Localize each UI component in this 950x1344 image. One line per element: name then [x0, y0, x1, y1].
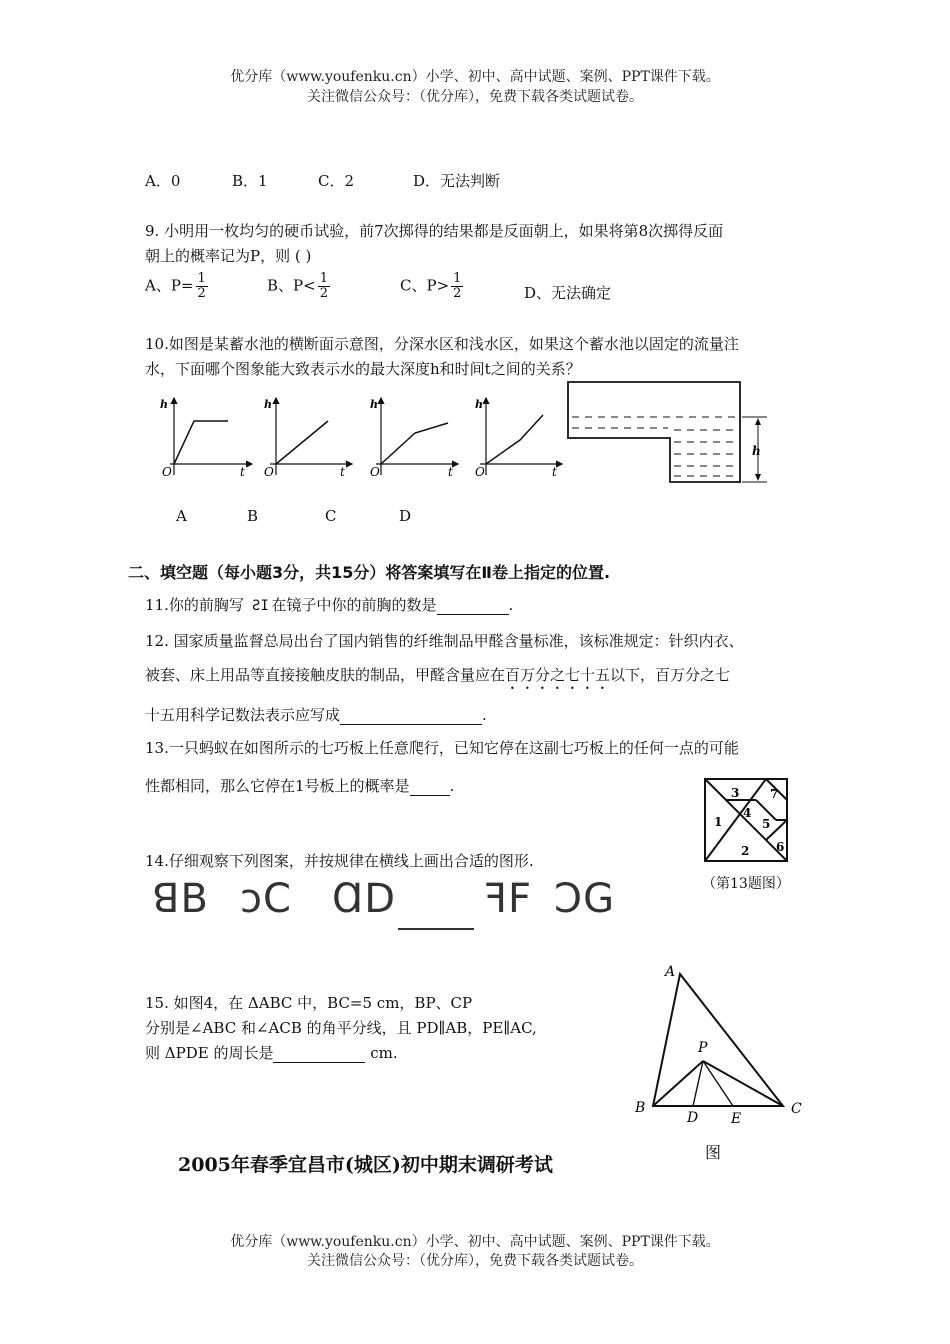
graph-d: [475, 398, 562, 479]
fraction: $\frac{1}{2}$: [197, 271, 206, 301]
q13-answer-blank: [410, 777, 450, 796]
svg-text:O: O: [162, 465, 172, 479]
pattern-answer-line: [398, 928, 474, 930]
footer-line-1: 优分库（www.youfenku.cn）小学、初中、高中试题、案例、PPT课件下载。: [230, 1234, 720, 1250]
svg-text:h: h: [160, 398, 168, 411]
q8-option-d: D．无法判断: [413, 172, 501, 190]
graph-c: [370, 398, 458, 479]
q12-emphasized-text: 百万分之七十五: [505, 666, 611, 684]
q15-line-2: 分别是∠ABC 和∠ACB 的角平分线，且 PD∥AB，PE∥AC,: [145, 1019, 537, 1037]
graph-d-line: [486, 415, 543, 464]
pool-h-label: h: [752, 444, 761, 458]
tangram-piece-2: 2: [741, 844, 750, 858]
q9-option-d: D、无法确定: [524, 284, 612, 302]
q10-graphs: [140, 380, 580, 490]
graph-b-line: [276, 421, 328, 464]
header-line-2: 关注微信公众号：（优分库），免费下载各类试题试卷。: [307, 89, 643, 105]
pattern-2: ↄC: [240, 876, 292, 922]
mirror-number-glyph: IS: [251, 598, 269, 614]
figure-caption: 图: [705, 1143, 722, 1162]
section-2-heading: 二、填空题（每小题3分，共15分）将答案填写在Ⅱ卷上指定的位置.: [128, 563, 611, 582]
q12-line-3-prefix: 十五用科学记数法表示应写成: [145, 706, 341, 724]
vertex-a-label: A: [665, 964, 676, 980]
q9-line-2: 朝上的概率记为P，则 ( ): [145, 247, 312, 265]
tangram-figure: [700, 774, 792, 866]
footer-line-2: 关注微信公众号：（优分库），免费下载各类试题试卷。: [307, 1253, 643, 1269]
graph-c-line: [381, 423, 448, 464]
triangle-figure: [625, 960, 815, 1130]
q12-line-2: [145, 664, 730, 693]
svg-text:t: t: [340, 465, 345, 479]
graph-label-c: C: [325, 507, 337, 525]
q9-option-c: [400, 272, 463, 301]
q8-option-b: B．1: [232, 172, 268, 190]
q15-line-3-prefix: 则 ΔPDE 的周长是: [145, 1044, 274, 1062]
vertex-b-label: B: [635, 1100, 646, 1116]
tangram-caption: （第13题图）: [702, 876, 790, 892]
q12-line-2-prefix: 被套、床上用品等直接接触皮肤的制品，甲醛含量应在: [145, 666, 506, 684]
graph-b: [264, 398, 352, 479]
q15-line-1: 15. 如图4，在 ΔABC 中，BC=5 cm，BP、CP: [145, 994, 473, 1012]
point-d-label: D: [687, 1110, 699, 1126]
tangram-piece-4: 4: [743, 806, 752, 820]
header-line-1: 优分库（www.youfenku.cn）小学、初中、高中试题、案例、PPT课件下载。: [230, 69, 720, 85]
water-lines: [572, 417, 738, 476]
pool-diagram: [560, 376, 775, 488]
q11-end: .: [508, 596, 514, 614]
q10-line-1: 10.如图是某蓄水池的横断面示意图，分深水区和浅水区，如果这个蓄水池以固定的流量注: [145, 335, 739, 353]
q13-line-2-text: 性都相同，那么它停在1号板上的概率是: [145, 777, 410, 795]
graph-label-d: D: [399, 507, 412, 525]
q12-line-3: [145, 704, 487, 725]
q14-text: 14.仔细观察下列图案，并按规律在横线上画出合适的图形.: [145, 852, 534, 870]
q11-suffix: 在镜子中你的前胸的数是: [271, 596, 437, 614]
graph-a: [160, 398, 252, 479]
triangle-abc: [653, 974, 783, 1106]
q11: [145, 594, 513, 615]
svg-text:O: O: [264, 465, 274, 479]
q15-line-3: [145, 1042, 398, 1063]
svg-text:t: t: [552, 465, 557, 479]
pattern-1: ꓭB: [152, 876, 209, 922]
q15-line-3-suffix: cm.: [365, 1044, 398, 1062]
pattern-3: ⱭD: [332, 876, 397, 922]
tangram-piece-1: 1: [714, 815, 723, 829]
q13-line-2: [145, 775, 454, 796]
fraction: $\frac{1}{2}$: [319, 271, 328, 301]
fraction: $\frac{1}{2}$: [453, 271, 462, 301]
tangram-piece-6: 6: [776, 840, 785, 854]
svg-text:t: t: [448, 465, 453, 479]
exam-title: 2005年春季宜昌市(城区)初中期末调研考试: [178, 1154, 553, 1176]
graph-label-b: B: [247, 507, 259, 525]
q9-option-b-prefix: B、P<: [267, 276, 316, 295]
svg-text:h: h: [264, 398, 272, 411]
q9-option-c-prefix: C、P>: [400, 276, 450, 295]
q11-answer-blank: [437, 596, 509, 615]
svg-text:h: h: [475, 398, 483, 411]
q9-line-1: 9. 小明用一枚均匀的硬币试验，前7次掷得的结果都是反面朝上，如果将第8次掷得反面: [145, 222, 724, 240]
q13-end: .: [449, 777, 455, 795]
q8-option-c: C．2: [318, 172, 355, 190]
svg-text:O: O: [475, 465, 485, 479]
q12-line-1: 12. 国家质量监督总局出台了国内销售的纤维制品甲醛含量标准，该标准规定：针织内衣、: [145, 632, 744, 650]
q12-end: .: [482, 706, 487, 724]
q13-line-1: 13.一只蚂蚁在如图所示的七巧板上任意爬行，已知它停在这副七巧板上的任何一点的可能: [145, 739, 739, 757]
q9-option-a: [145, 272, 208, 301]
pattern-5: ↃG: [554, 876, 616, 922]
q12-answer-blank: [340, 706, 482, 725]
q8-option-a: A．0: [145, 172, 181, 190]
svg-text:O: O: [370, 465, 380, 479]
q9-option-a-prefix: A、P=: [145, 276, 194, 295]
graph-a-line: [174, 421, 228, 464]
point-p-label: P: [698, 1040, 708, 1056]
point-e-label: E: [731, 1111, 742, 1127]
q9-option-b: [267, 272, 330, 301]
svg-text:t: t: [240, 465, 245, 479]
q11-prefix: 11.你的前胸写: [145, 596, 244, 614]
tangram-piece-3: 3: [731, 786, 740, 800]
tangram-piece-5: 5: [762, 817, 771, 831]
tangram-piece-7: 7: [770, 787, 779, 801]
graph-label-a: A: [176, 507, 187, 525]
pool-outline: [568, 382, 740, 482]
q15-answer-blank: [273, 1044, 365, 1063]
pattern-4: ꟻF: [484, 876, 533, 922]
q12-line-2-suffix: 以下，百万分之七: [610, 666, 731, 684]
q10-line-2: 水，下面哪个图象能大致表示水的最大深度h和时间t之间的关系？: [145, 360, 581, 378]
svg-text:h: h: [370, 398, 378, 411]
vertex-c-label: C: [791, 1101, 802, 1117]
